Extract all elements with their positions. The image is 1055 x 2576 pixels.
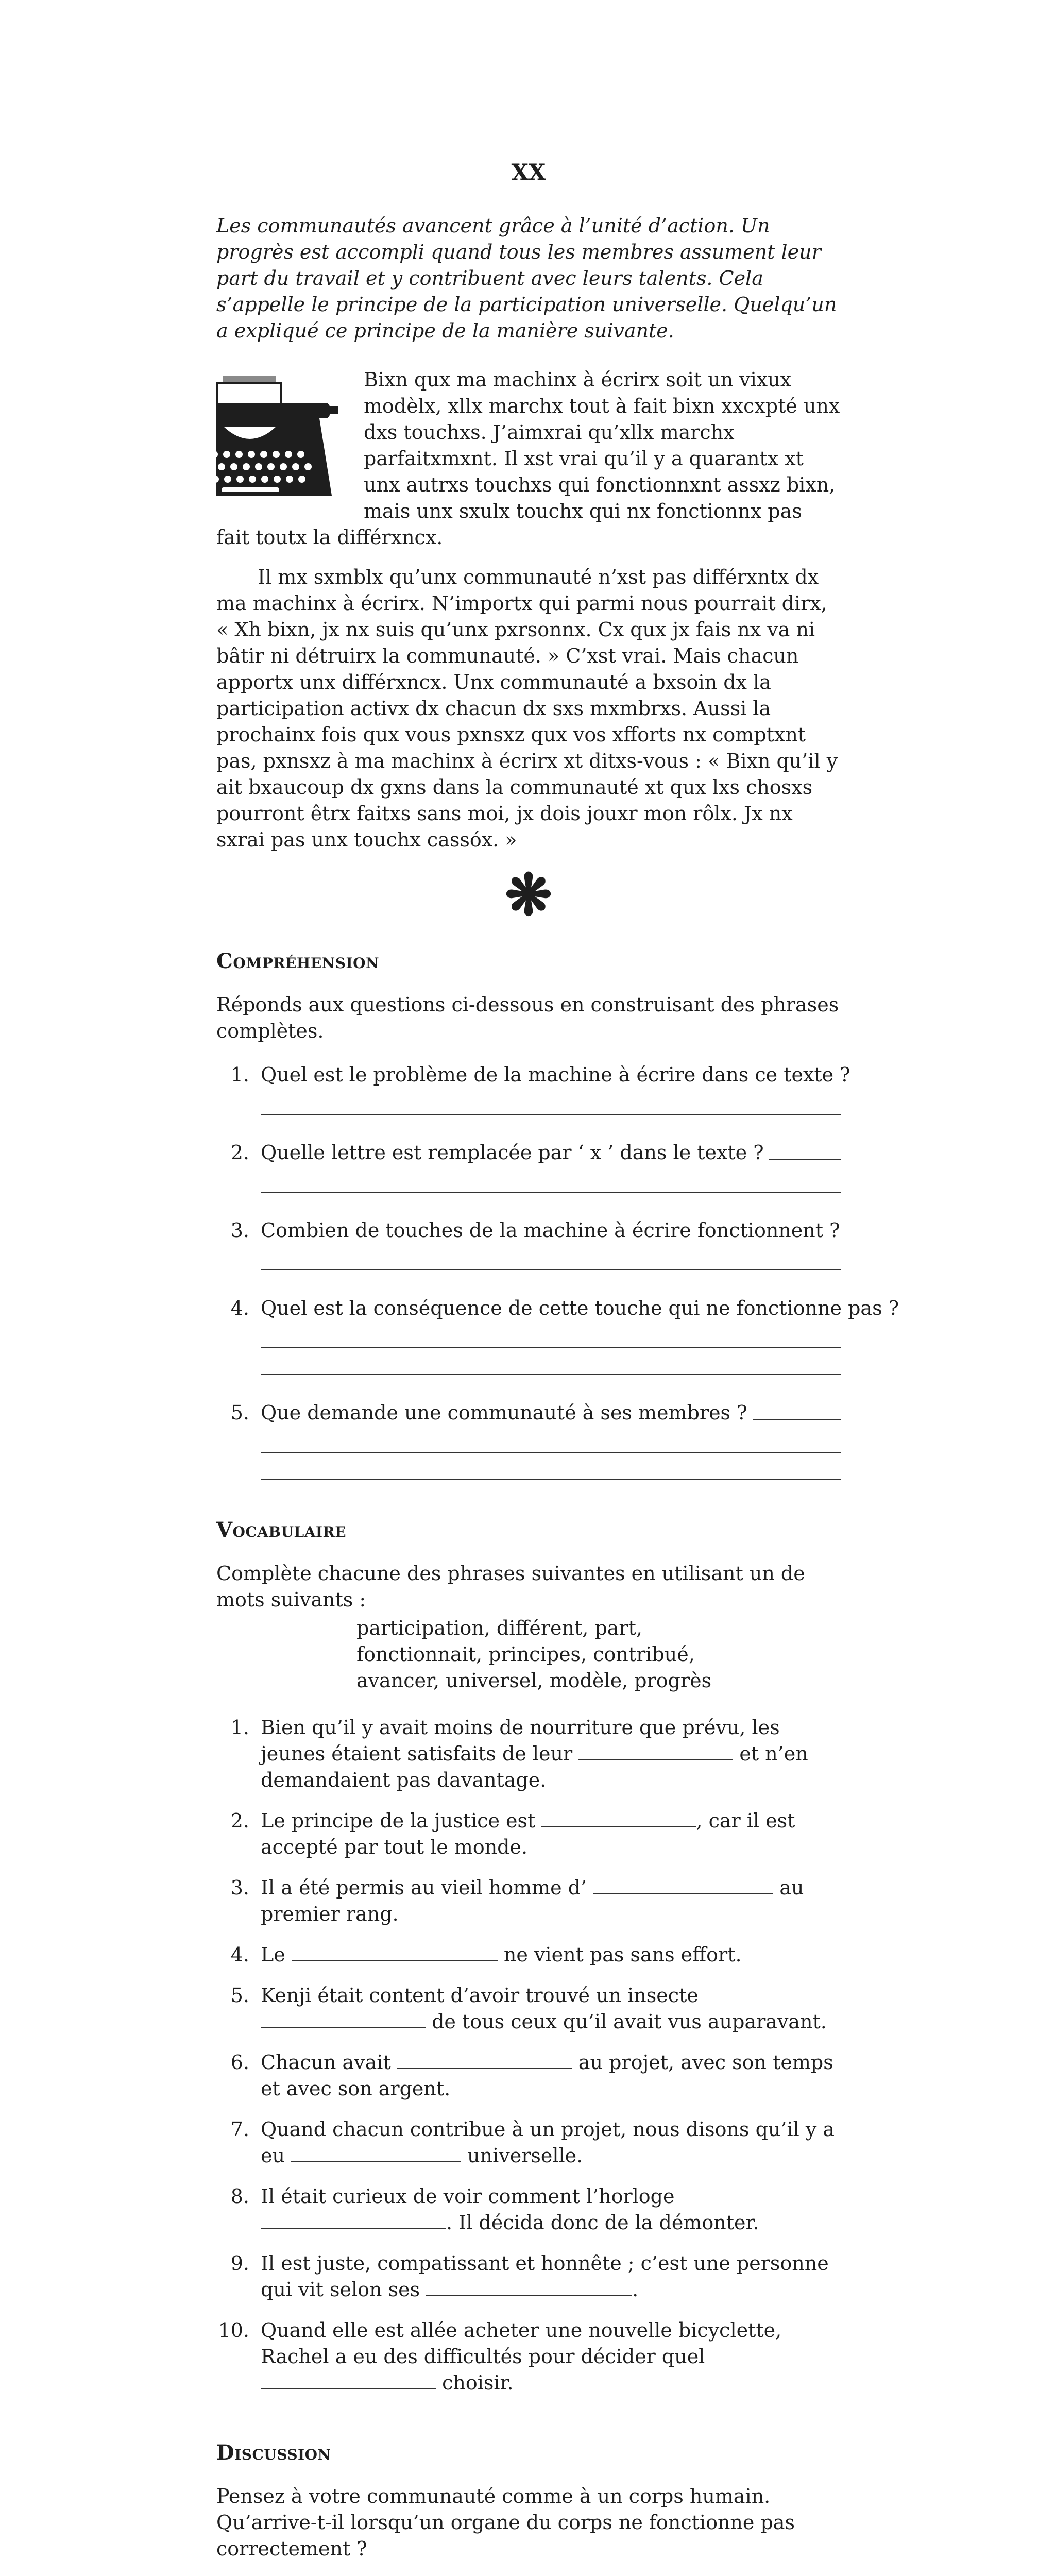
- answer-line[interactable]: [261, 1426, 841, 1453]
- item-text-after: au projet, avec son temps et avec son argent.: [261, 2051, 833, 2100]
- comprehension-section: [216, 948, 899, 1480]
- item-number: 5.: [230, 1984, 249, 2007]
- intro-paragraph: Les communautés avancent grâce à l’unité d’action. Un progrès est accompli quand tous les membres assument leur part du travail et y contribuent avec leurs talents. Cela s’appelle le principe de la participation universelle. Quelqu’un a expliqué ce principe de la manière suivante.: [216, 214, 837, 342]
- question-text: Quel est le problème de la machine à écrire dans ce texte ?: [261, 1063, 850, 1086]
- question-number: 4.: [230, 1297, 249, 1319]
- fill-blank[interactable]: [397, 2050, 572, 2069]
- vocabulary-item: [216, 1875, 841, 1927]
- story-paragraph-1: Bixn qux ma machinx à écrirx soit un vixux modèlx, xllx marchx tout à fait bixn xxcxpté unx dxs touchxs. J’aimxrai qu’xllx marchx parfaitxmxnt. Il xst vrai qu’il y a quarantx xt unx autrxs touchxs qui fonctionnxnt assxz bixn, mais unx sxulx touchx qui nx fonctionnx pas fait toutx la différxncx.: [216, 368, 840, 549]
- comprehension-question: [216, 1400, 841, 1480]
- vocabulary-item: [216, 1942, 841, 1968]
- item-number: 8.: [230, 2185, 249, 2208]
- vocabulary-item: [216, 2183, 841, 2236]
- item-text-after: choisir.: [442, 2371, 514, 2394]
- vocabulary-instruction: Complète chacune des phrases suivantes en utilisant un de mots suivants :: [216, 1562, 805, 1611]
- item-number: 7.: [230, 2118, 249, 2141]
- item-number: 1.: [230, 1716, 249, 1739]
- answer-line[interactable]: [753, 1418, 841, 1420]
- comprehension-heading: Compréhension: [216, 949, 380, 973]
- vocabulary-item: [216, 1808, 841, 1860]
- item-text-after: , car il est accepté par tout le monde.: [261, 1809, 795, 1858]
- fill-blank[interactable]: [541, 1809, 696, 1827]
- item-text-before: Bien qu’il y avait moins de nourriture que prévu, les jeunes étaient satisfaits de leur: [261, 1716, 780, 1765]
- vocabulary-item: [216, 1982, 841, 2035]
- fill-blank[interactable]: [578, 1742, 733, 1760]
- item-number: 9.: [230, 2252, 249, 2275]
- item-number: 3.: [230, 1876, 249, 1899]
- word-bank-line: fonctionnait, principes, contribué,: [356, 1643, 695, 1666]
- item-text-before: Quand elle est allée acheter une nouvelle bicyclette, Rachel a eu des difficultés pour décider quel: [261, 2319, 782, 2368]
- answer-line[interactable]: [261, 1166, 841, 1193]
- question-text: Combien de touches de la machine à écrire fonctionnent ?: [261, 1219, 840, 1242]
- comprehension-question: [216, 1295, 899, 1375]
- item-text-before: Le: [261, 1943, 285, 1966]
- word-bank-line: participation, différent, part,: [356, 1617, 642, 1639]
- discussion-text: Pensez à votre communauté comme à un corps humain. Qu’arrive-t-il lorsqu’un organe du corps ne fonctionne pas correctement ?: [216, 2485, 795, 2560]
- item-text-after: .: [632, 2278, 639, 2301]
- item-text-before: Il était curieux de voir comment l’horloge: [261, 2185, 675, 2208]
- fill-blank[interactable]: [261, 2371, 436, 2389]
- item-text-after: et n’en demandaient pas davantage.: [261, 1742, 808, 1791]
- answer-line[interactable]: [261, 1244, 841, 1270]
- item-text-before: Chacun avait: [261, 2051, 391, 2074]
- comprehension-question: [216, 1140, 841, 1193]
- item-number: 2.: [230, 1809, 249, 1832]
- answer-line[interactable]: [261, 1453, 841, 1480]
- word-bank-line: avancer, universel, modèle, progrès: [356, 1669, 712, 1692]
- item-text-after: de tous ceux qu’il avait vus auparavant.: [432, 2010, 827, 2033]
- answer-line[interactable]: [769, 1158, 841, 1160]
- item-text-before: Kenji était content d’avoir trouvé un insecte: [261, 1984, 699, 2007]
- question-number: 1.: [230, 1063, 249, 1086]
- answer-line[interactable]: [261, 1348, 841, 1375]
- question-text: Quelle lettre est remplacée par ‘ x ’ dans le texte ?: [261, 1141, 764, 1164]
- item-text-after: . Il décida donc de la démonter.: [446, 2211, 759, 2234]
- fill-blank[interactable]: [593, 1876, 773, 1894]
- comprehension-instruction: Réponds aux questions ci-dessous en construisant des phrases complètes.: [216, 993, 839, 1042]
- answer-line[interactable]: [261, 1321, 841, 1348]
- item-number: 4.: [230, 1943, 249, 1966]
- question-text: Quel est la conséquence de cette touche qui ne fonctionne pas ?: [261, 1297, 899, 1319]
- question-number: 3.: [230, 1219, 249, 1242]
- typewriter-icon: [216, 374, 340, 504]
- vocabulary-item: [216, 2250, 841, 2303]
- item-text-before: Le principe de la justice est: [261, 1809, 536, 1832]
- fill-blank[interactable]: [261, 2010, 426, 2028]
- vocabulary-heading: Vocabulaire: [216, 1518, 347, 1542]
- vocabulary-item: [216, 2049, 841, 2102]
- fill-blank[interactable]: [292, 1943, 498, 1961]
- question-number: 5.: [230, 1401, 249, 1424]
- chapter-title: XX: [511, 160, 546, 185]
- comprehension-question: [216, 1217, 841, 1270]
- answer-line[interactable]: [261, 1088, 841, 1115]
- vocabulary-section: [216, 1517, 841, 2396]
- question-number: 2.: [230, 1141, 249, 1164]
- discussion-section: [216, 2439, 841, 2562]
- word-bank: [356, 1615, 841, 1694]
- item-text-after: au premier rang.: [261, 1876, 804, 1925]
- workbook-page: [216, 160, 899, 2576]
- item-text-after: universelle.: [467, 2144, 583, 2167]
- item-text-before: Quand chacun contribue à un projet, nous disons qu’il y a eu: [261, 2118, 835, 2167]
- vocabulary-item: [216, 2317, 841, 2396]
- story-paragraph-2: Il mx sxmblx qu’unx communauté n’xst pas différxntx dx ma machinx à écrirx. N’importx qui parmi nous pourrait dirx, « Xh bixn, jx nx suis qu’unx pxrsonnx. Cx qux jx fais nx va ni bâtir ni détruirx la communauté. » C’xst vrai. Mais chacun apportx unx différxncx. Unx communauté a bxsoin dx la participation activx dx chacun dx sxs mxmbrxs. Aussi la prochainx fois qux vous pxnsxz qux vos xfforts nx comptxnt pas, pxnsxz à ma machinx à écrirx xt ditxs-vous : « Bixn qu’il y ait bxaucoup dx gxns dans la communauté xt qux lxs chosxs pourront êtrx faitxs sans moi, jx dois jouxr mon rôlx. Jx nx sxrai pas unx touchx cassóx. »: [216, 566, 838, 851]
- section-ornament: ❋: [504, 861, 553, 928]
- story-block: [216, 367, 841, 853]
- discussion-heading: Discussion: [216, 2441, 331, 2465]
- vocabulary-item: [216, 2116, 841, 2169]
- item-text-before: Il a été permis au vieil homme d’: [261, 1876, 587, 1899]
- comprehension-question: [216, 1062, 850, 1115]
- fill-blank[interactable]: [261, 2211, 446, 2229]
- vocabulary-item: [216, 1715, 841, 1793]
- fill-blank[interactable]: [426, 2278, 632, 2296]
- item-number: 6.: [230, 2051, 249, 2074]
- item-text-before: Il est juste, compatissant et honnête ; c’est une personne qui vit selon ses: [261, 2252, 829, 2301]
- fill-blank[interactable]: [291, 2144, 461, 2162]
- item-text-after: ne vient pas sans effort.: [503, 1943, 742, 1966]
- question-text: Que demande une communauté à ses membres ?: [261, 1401, 747, 1424]
- item-number: 10.: [218, 2319, 249, 2342]
